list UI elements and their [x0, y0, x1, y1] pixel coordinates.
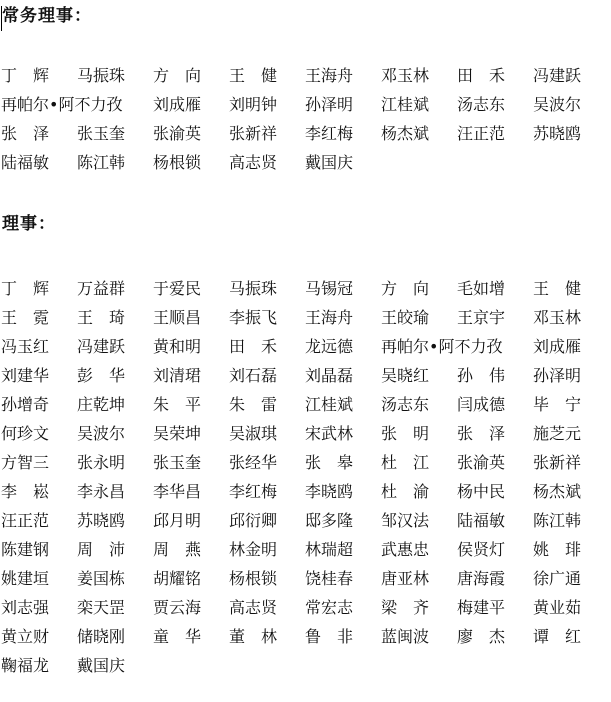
- name-entry: 李永昌: [77, 482, 126, 501]
- name-entry: 王 健: [229, 66, 278, 85]
- name-entry: 杨杰斌: [381, 124, 430, 143]
- name-entry: 黄业茹: [533, 598, 582, 617]
- name-entry: 刘明钟: [229, 95, 278, 114]
- name-entry: 江桂斌: [305, 395, 354, 414]
- name-entry: 方 向: [153, 66, 202, 85]
- name-entry: 张 泽: [457, 424, 506, 443]
- name-entry: 田 禾: [229, 337, 278, 356]
- name-entry: 杨根锁: [229, 569, 278, 588]
- name-entry: 唐亚林: [381, 569, 430, 588]
- name-entry: 刘成雁: [153, 95, 202, 114]
- name-entry: 张 泽: [1, 124, 50, 143]
- name-entry: 林金明: [229, 540, 278, 559]
- name-entry: 刘建华: [1, 366, 50, 385]
- name-entry: 童 华: [153, 627, 202, 646]
- name-entry: 王皎瑜: [381, 308, 430, 327]
- name-entry: 杨根锁: [153, 153, 202, 172]
- name-entry: 吴荣坤: [153, 424, 202, 443]
- name-entry: 王海舟: [305, 66, 354, 85]
- name-entry: 蓝闽波: [381, 627, 430, 646]
- name-entry: 丁 辉: [1, 66, 50, 85]
- name-entry: 高志贤: [229, 153, 278, 172]
- name-entry: 张新祥: [533, 453, 582, 472]
- name-entry: 王京宇: [457, 308, 506, 327]
- name-entry: 唐海霞: [457, 569, 506, 588]
- name-entry: 张永明: [77, 453, 126, 472]
- name-entry: 庄乾坤: [77, 395, 126, 414]
- name-entry: 孙 伟: [457, 366, 506, 385]
- name-entry: 施芝元: [533, 424, 582, 443]
- name-entry: 吴波尔: [77, 424, 126, 443]
- name-entry: 苏晓鸥: [533, 124, 582, 143]
- name-entry: 陈江韩: [77, 153, 126, 172]
- name-entry: 梅建平: [457, 598, 506, 617]
- name-entry: 马锡冠: [305, 279, 354, 298]
- name-entry: 常宏志: [305, 598, 354, 617]
- name-entry: 闫成德: [457, 395, 506, 414]
- name-entry: 王海舟: [305, 308, 354, 327]
- name-entry: 朱 雷: [229, 395, 278, 414]
- council-name-list: [1, 274, 609, 680]
- name-entry: 姜国栋: [77, 569, 126, 588]
- name-entry: 汪正范: [457, 124, 506, 143]
- name-entry: 黄立财: [1, 627, 50, 646]
- name-entry: 张经华: [229, 453, 278, 472]
- name-entry: 吴波尔: [533, 95, 582, 114]
- name-entry: 栾天罡: [77, 598, 126, 617]
- name-entry: 杨中民: [457, 482, 506, 501]
- name-entry: 张 明: [381, 424, 430, 443]
- name-entry: 高志贤: [229, 598, 278, 617]
- name-entry: 刘石磊: [229, 366, 278, 385]
- name-entry: 廖 杰: [457, 627, 506, 646]
- name-entry: 杜 江: [381, 453, 430, 472]
- name-entry: 徐广通: [533, 569, 582, 588]
- section-heading-standing-council: 常务理事：: [2, 6, 92, 26]
- name-entry: 何珍文: [1, 424, 50, 443]
- name-entry: 苏晓鸥: [77, 511, 126, 530]
- name-entry: 董 林: [229, 627, 278, 646]
- name-entry: 田 禾: [457, 66, 506, 85]
- name-entry: 姚 琲: [533, 540, 582, 559]
- name-entry: 邱衍卿: [229, 511, 278, 530]
- name-entry: 李振飞: [229, 308, 278, 327]
- name-entry: 黄和明: [153, 337, 202, 356]
- name-entry: 饶桂春: [305, 569, 354, 588]
- name-entry: 张玉奎: [77, 124, 126, 143]
- name-entry: 姚建垣: [1, 569, 50, 588]
- name-entry: 邓玉林: [533, 308, 582, 327]
- name-entry: 鲁 非: [305, 627, 354, 646]
- name-entry: 梁 齐: [381, 598, 430, 617]
- name-entry: 王 琦: [77, 308, 126, 327]
- name-entry: 刘成雁: [533, 337, 582, 356]
- name-entry: 冯玉红: [1, 337, 50, 356]
- name-entry: 储晓刚: [77, 627, 126, 646]
- name-entry: 陆福敏: [1, 153, 50, 172]
- name-entry: 王顺昌: [153, 308, 202, 327]
- name-entry: 于爱民: [153, 279, 202, 298]
- name-entry: 陈建钢: [1, 540, 50, 559]
- name-entry: 彭 华: [77, 366, 126, 385]
- name-entry: 孙泽明: [533, 366, 582, 385]
- name-entry: 张 皋: [305, 453, 354, 472]
- name-entry: 邹汉法: [381, 511, 430, 530]
- name-entry: 陈江韩: [533, 511, 582, 530]
- name-entry: 刘晶磊: [305, 366, 354, 385]
- name-entry: 马振珠: [77, 66, 126, 85]
- name-entry: 再帕尔•阿不力孜: [1, 95, 123, 114]
- name-entry: 戴国庆: [77, 656, 126, 675]
- name-entry: 邸多隆: [305, 511, 354, 530]
- name-entry: 李华昌: [153, 482, 202, 501]
- name-entry: 冯建跃: [77, 337, 126, 356]
- name-entry: 张渝英: [153, 124, 202, 143]
- name-entry: 张新祥: [229, 124, 278, 143]
- name-entry: 陆福敏: [457, 511, 506, 530]
- name-entry: 汪正范: [1, 511, 50, 530]
- name-entry: 方 向: [381, 279, 430, 298]
- name-entry: 江桂斌: [381, 95, 430, 114]
- name-entry: 张渝英: [457, 453, 506, 472]
- name-entry: 李晓鸥: [305, 482, 354, 501]
- name-entry: 龙远德: [305, 337, 354, 356]
- name-entry: 孙泽明: [305, 95, 354, 114]
- name-entry: 万益群: [77, 279, 126, 298]
- name-entry: 孙增奇: [1, 395, 50, 414]
- name-entry: 冯建跃: [533, 66, 582, 85]
- name-entry: 马振珠: [229, 279, 278, 298]
- name-entry: 杨杰斌: [533, 482, 582, 501]
- name-entry: 吴淑琪: [229, 424, 278, 443]
- name-entry: 侯贤灯: [457, 540, 506, 559]
- name-entry: 刘志强: [1, 598, 50, 617]
- name-entry: 朱 平: [153, 395, 202, 414]
- name-entry: 王 霓: [1, 308, 50, 327]
- name-entry: 李红梅: [229, 482, 278, 501]
- name-entry: 汤志东: [457, 95, 506, 114]
- section-heading-council: 理事：: [2, 214, 56, 234]
- name-entry: 再帕尔•阿不力孜: [381, 337, 503, 356]
- name-entry: 鞠福龙: [1, 656, 50, 675]
- name-entry: 林瑞超: [305, 540, 354, 559]
- name-entry: 谭 红: [533, 627, 582, 646]
- name-entry: 张玉奎: [153, 453, 202, 472]
- name-entry: 李红梅: [305, 124, 354, 143]
- name-entry: 邱月明: [153, 511, 202, 530]
- name-entry: 李 崧: [1, 482, 50, 501]
- name-entry: 吴晓红: [381, 366, 430, 385]
- name-entry: 丁 辉: [1, 279, 50, 298]
- name-entry: 汤志东: [381, 395, 430, 414]
- name-entry: 宋武林: [305, 424, 354, 443]
- name-entry: 杜 渝: [381, 482, 430, 501]
- name-entry: 方智三: [1, 453, 50, 472]
- name-entry: 胡耀铭: [153, 569, 202, 588]
- name-entry: 毛如增: [457, 279, 506, 298]
- name-entry: 周 沛: [77, 540, 126, 559]
- name-entry: 贾云海: [153, 598, 202, 617]
- name-entry: 邓玉林: [381, 66, 430, 85]
- name-entry: 毕 宁: [533, 395, 582, 414]
- name-entry: 武惠忠: [381, 540, 430, 559]
- name-entry: 刘清珺: [153, 366, 202, 385]
- name-entry: 周 燕: [153, 540, 202, 559]
- name-entry: 戴国庆: [305, 153, 354, 172]
- name-entry: 王 健: [533, 279, 582, 298]
- standing-council-name-list: [1, 61, 609, 177]
